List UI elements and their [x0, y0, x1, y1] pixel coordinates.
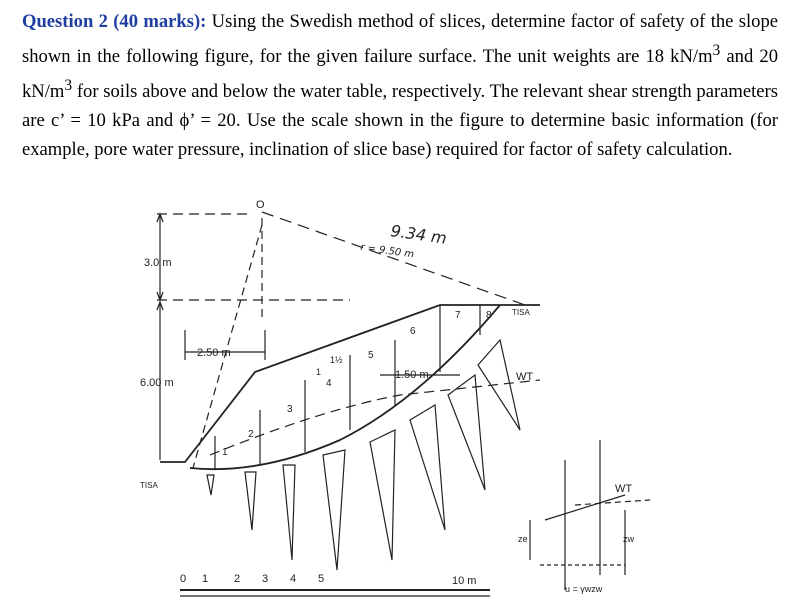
detail-arc — [545, 495, 625, 520]
dim-3m-label: 3.0 m — [144, 257, 172, 269]
question-heading: Question 2 (40 marks): — [22, 11, 207, 32]
detail-formula: u = γwzw — [565, 584, 603, 594]
scale-tick-label: 3 — [262, 573, 269, 585]
ground-symbol-top: TISA — [512, 308, 530, 317]
dim-1-5m-label: 1.50 m — [395, 369, 429, 381]
scale-tick-label: 1 — [202, 573, 209, 585]
question-body-1: Using the Swedish method of slices, determine factor of safety of the slope shown in the following figure, for the given failure surface. The unit weights are 18 kN/m — [22, 11, 778, 67]
slice-number: 8 — [486, 310, 492, 321]
detail-wt-label: WT — [615, 483, 633, 495]
question-body-3: for soils above and below the water table, respectively. The relevant shear strength parameters are c’ = 10 kPa and ϕ’ = 20. Use the scale shown in the figure to determine basic information (for example, pore water pressure, inclination of slice base) required for factor of safety calculation. — [22, 80, 778, 160]
slice-number: 2 — [248, 429, 254, 440]
slice-number: 6 — [410, 326, 416, 337]
slope-ratio-top: 1½ — [330, 355, 343, 365]
scale-tick-label: 2 — [234, 573, 241, 585]
slice-number: 7 — [455, 310, 461, 321]
slice-number: 5 — [368, 350, 374, 361]
slice-number: 1 — [222, 447, 228, 458]
scale-end-label: 10 m — [452, 575, 477, 587]
failure-surface — [190, 305, 500, 469]
slice-number: 3 — [287, 404, 293, 415]
wt-label: WT — [516, 371, 534, 383]
question-body-2: and 20 kN/m — [22, 45, 778, 102]
pore-pressure-diagram — [245, 472, 256, 530]
slope-ratio-side: 1 — [316, 367, 322, 377]
pore-pressure-diagram — [283, 465, 295, 560]
pore-pressure-diagram — [478, 340, 520, 430]
radius-label: r = 9.50 m — [359, 242, 415, 261]
pore-pressure-diagram — [323, 450, 345, 570]
pore-pressure-diagram — [207, 475, 214, 495]
slice-number: 4 — [326, 378, 332, 389]
radius-handwritten: 9.34 m — [389, 221, 448, 248]
unit-superscript-1: 3 — [712, 41, 721, 59]
dim-6m-label: 6.00 m — [140, 377, 174, 389]
detail-ze-label: ze — [518, 534, 528, 544]
dim-2-5m-label: 2.50 m — [197, 347, 231, 359]
scale-tick-label: 0 — [180, 573, 187, 585]
pore-pressure-diagram — [410, 405, 445, 530]
pore-pressure-diagram — [370, 430, 395, 560]
scale-tick-label: 4 — [290, 573, 297, 585]
detail-zw-label: zw — [623, 534, 634, 544]
center-label: O — [256, 199, 265, 211]
scale-tick-label: 5 — [318, 573, 325, 585]
unit-superscript-2: 3 — [64, 76, 73, 94]
ground-symbol-toe: TISA — [140, 481, 158, 490]
pore-pressure-diagram — [448, 375, 485, 490]
detail-wt-line — [575, 500, 650, 505]
